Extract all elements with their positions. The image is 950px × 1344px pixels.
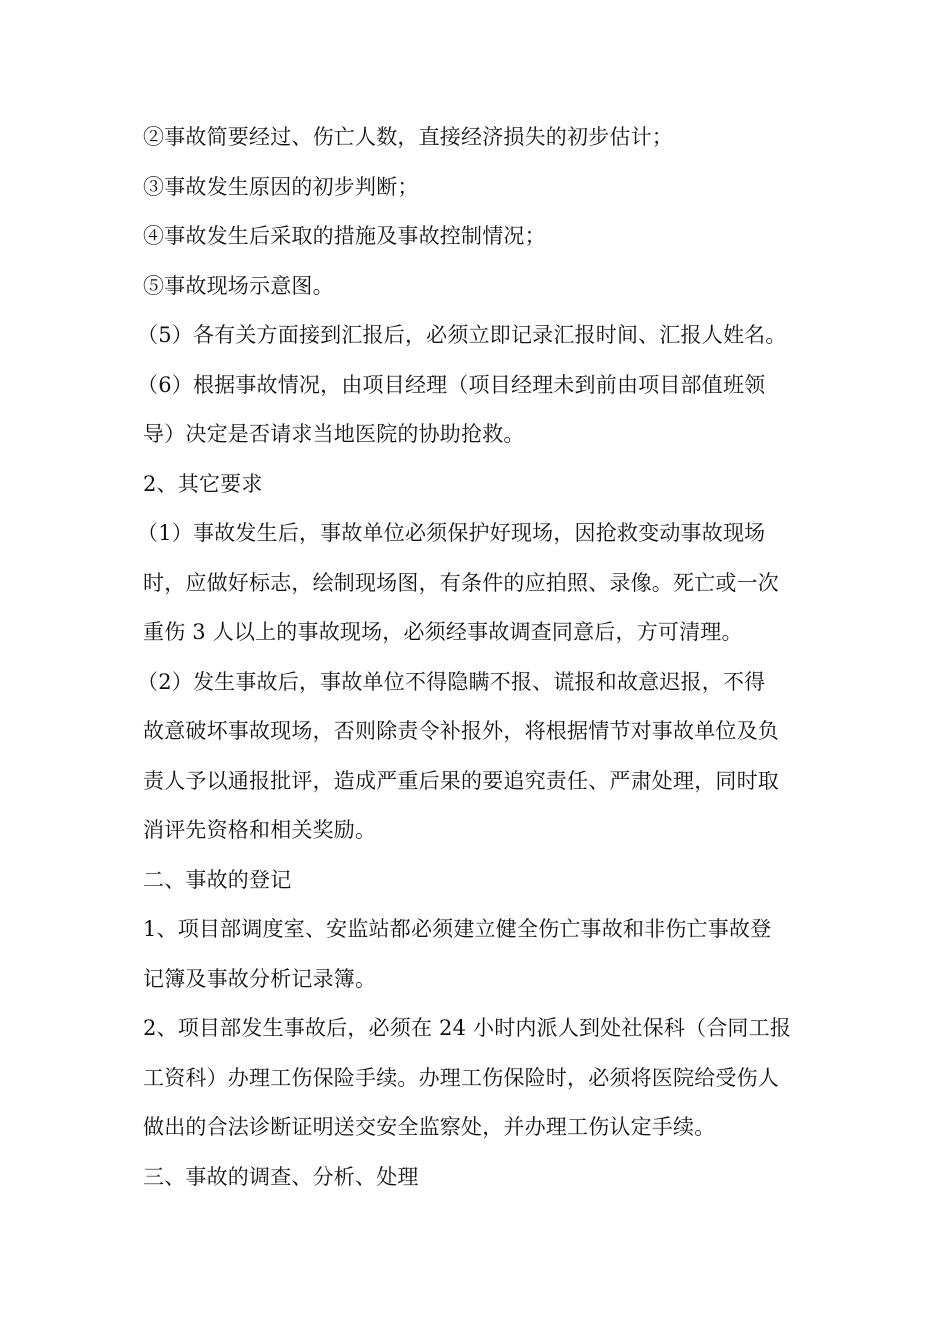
section-heading: 2、其它要求	[143, 471, 263, 496]
text-line: 2、项目部发生事故后，必须在 24 小时内派人到处社保科（合同工报	[143, 1016, 792, 1040]
text-line: （6）根据事故情况，由项目经理（项目经理未到前由项目部值班领	[137, 372, 766, 397]
text-line: 做出的合法诊断证明送交安全监察处，并办理工伤认定手续。	[143, 1115, 716, 1139]
text-line: 消评先资格和相关奖励。	[143, 818, 377, 842]
text-line: 1、项目部调度室、安监站都必须建立健全伤亡事故和非伤亡事故登	[143, 917, 772, 941]
text-line: ④事故发生后采取的措施及事故控制情况；	[143, 224, 546, 248]
section-heading: 三、事故的调查、分析、处理	[143, 1164, 419, 1189]
text-line: 故意破坏事故现场，否则除责令补报外，将根据情节对事故单位及负	[143, 719, 779, 743]
text-line: ③事故发生原因的初步判断；	[143, 174, 419, 199]
text-line: ②事故简要经过、伤亡人数，直接经济损失的初步估计；	[143, 125, 673, 149]
text-line: （2）发生事故后，事故单位不得隐瞒不报、谎报和故意迟报，不得	[137, 669, 766, 694]
text-line: 重伤 3 人以上的事故现场，必须经事故调查同意后，方可清理。	[143, 620, 743, 644]
text-line: 工资科）办理工伤保险手续。办理工伤保险时，必须将医院给受伤人	[143, 1065, 779, 1090]
text-line: 导）决定是否请求当地医院的协助抢救。	[143, 422, 525, 446]
text-line: 时，应做好标志，绘制现场图，有条件的应拍照、录像。死亡或一次	[143, 570, 779, 595]
text-line: ⑤事故现场示意图。	[143, 273, 334, 298]
text-line: （5）各有关方面接到汇报后，必须立即记录汇报时间、汇报人姓名。	[137, 323, 787, 347]
document-body	[137, 113, 813, 1202]
text-line: 责人予以通报批评，造成严重后果的要追究责任、严肃处理，同时取	[143, 768, 779, 793]
text-line: （1）事故发生后，事故单位必须保护好现场，因抢救变动事故现场	[137, 521, 766, 545]
text-line: 记簿及事故分析记录簿。	[143, 966, 377, 991]
section-heading: 二、事故的登记	[143, 867, 292, 892]
